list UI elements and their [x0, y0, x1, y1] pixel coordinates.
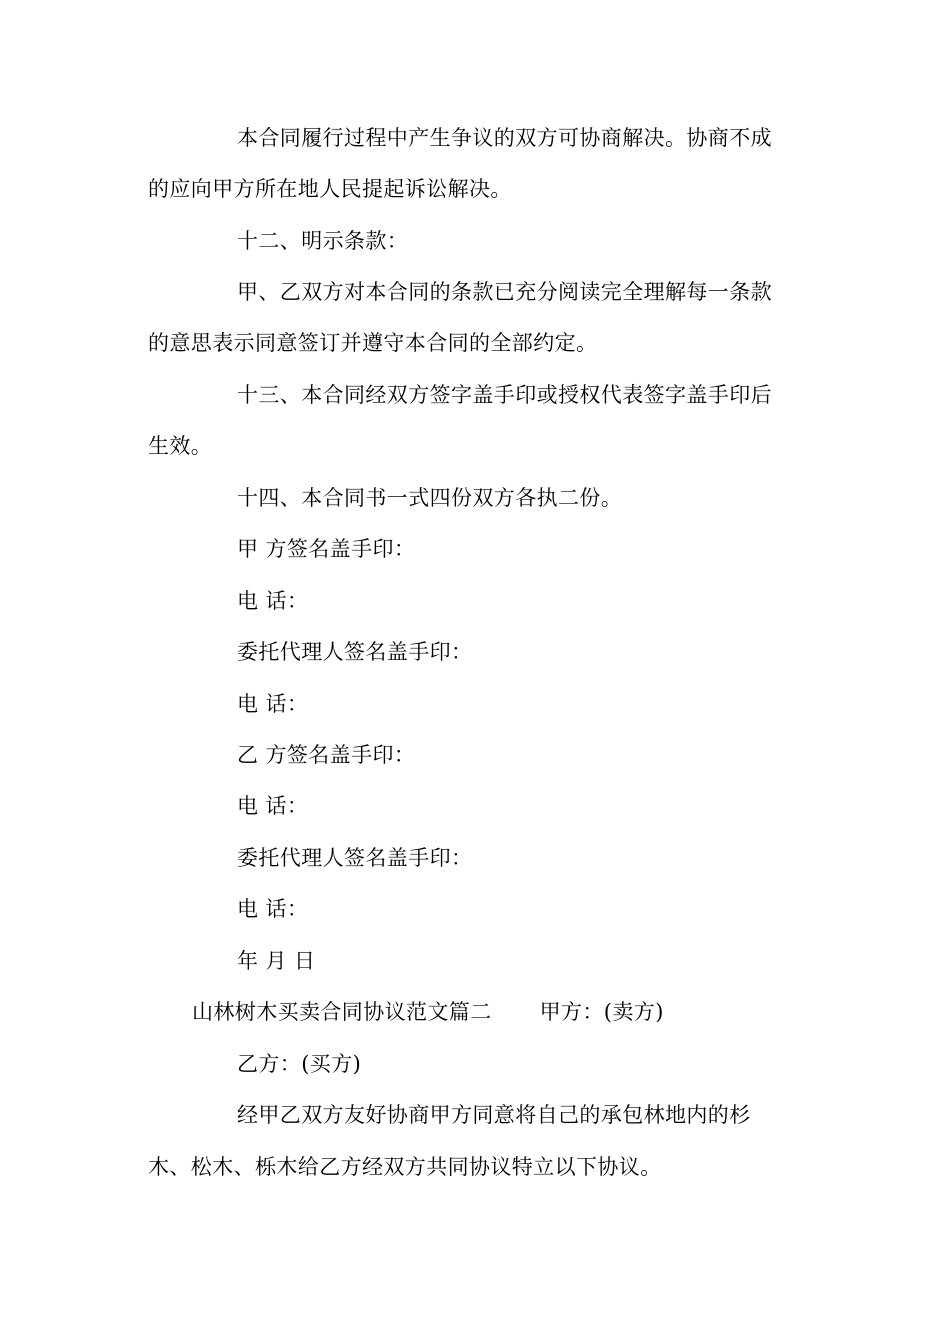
phone-field: 电 话：	[237, 692, 309, 716]
paragraph-line: 十四、本合同书一式四份双方各执二份。	[237, 486, 623, 510]
party-a-label: 甲方：(卖方)	[539, 1000, 664, 1024]
paragraph-line: 的应向甲方所在地人民提起诉讼解决。	[148, 177, 512, 201]
paragraph-line: 的意思表示同意签订并遵守本合同的全部约定。	[148, 331, 598, 355]
section-title-line	[192, 998, 664, 1026]
signature-field: 乙 方签名盖手印：	[237, 743, 416, 767]
section-heading: 十二、明示条款：	[237, 229, 409, 253]
paragraph-line: 生效。	[148, 434, 213, 458]
section-title: 山林树木买卖合同协议范文篇二	[192, 1000, 492, 1024]
phone-field: 电 话：	[237, 897, 309, 921]
signature-field: 甲 方签名盖手印：	[237, 537, 416, 561]
phone-field: 电 话：	[237, 794, 309, 818]
paragraph-line: 本合同履行过程中产生争议的双方可协商解决。协商不成	[237, 126, 772, 150]
paragraph-line: 甲、乙双方对本合同的条款已充分阅读完全理解每一条款	[237, 280, 772, 304]
phone-field: 电 话：	[237, 589, 309, 613]
party-b-label: 乙方：(买方)	[237, 1052, 362, 1076]
paragraph-line: 十三、本合同经双方签字盖手印或授权代表签字盖手印后	[237, 383, 772, 407]
paragraph-line: 木、松木、栎木给乙方经双方共同协议特立以下协议。	[148, 1155, 662, 1179]
paragraph-line: 经甲乙双方友好协商甲方同意将自己的承包林地内的杉	[237, 1103, 751, 1127]
signature-field: 委托代理人签名盖手印：	[237, 846, 473, 870]
signature-field: 委托代理人签名盖手印：	[237, 640, 473, 664]
date-field: 年 月 日	[237, 949, 316, 973]
